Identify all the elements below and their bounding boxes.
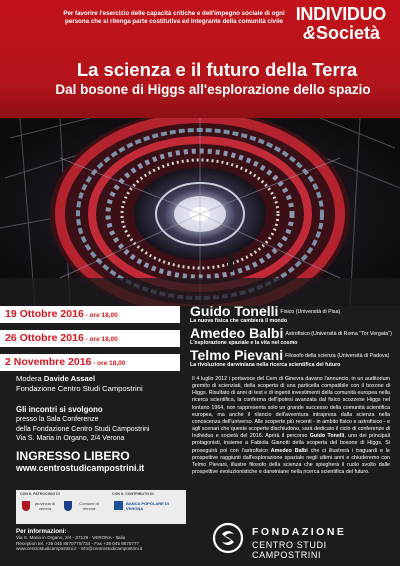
detector-illustration xyxy=(0,118,400,306)
event-time-1: - ore 18,00 xyxy=(83,312,118,319)
foundation-logo xyxy=(212,520,392,560)
speaker-name-2-text: Amedeo Balbi xyxy=(190,325,284,341)
logo-ampersand: & xyxy=(302,23,316,43)
sponsor-label-contributo: CON IL CONTRIBUTO DI xyxy=(112,492,154,496)
foundation-name-line1: FONDAZIONE xyxy=(252,526,347,538)
sponsor-logo-comune: Comune di Verona xyxy=(79,501,99,511)
venue-line-2: della Fondazione Centro Studi Campostrini xyxy=(16,425,150,433)
speaker-name-1 xyxy=(190,304,400,319)
provincia-crest-icon xyxy=(22,501,30,511)
venue-heading: Gli incontri si svolgono xyxy=(16,405,103,414)
speaker-topic-2: L'esplorazione spaziale e la vita nel cosmo xyxy=(190,340,298,347)
sponsor-label-patrocinio: CON IL PATROCINIO DI xyxy=(20,492,60,496)
event-date-2 xyxy=(0,330,180,347)
speaker-topic-1: La nuova fisica che cambierà il mondo xyxy=(190,318,288,325)
moderator-org: Fondazione Centro Studi Campostrini xyxy=(16,384,143,393)
speaker-affiliation-1: Fisico (Università di Pisa) xyxy=(280,309,341,316)
speaker-block-1 xyxy=(190,304,400,324)
foundation-name-line2: CENTRO STUDI CAMPOSTRINI xyxy=(252,540,327,560)
contact-info xyxy=(16,528,196,552)
article-text xyxy=(192,376,390,476)
contact-web-email[interactable]: www.centrostudicampostrini.it - info@centrostudicampostrini.it xyxy=(16,546,143,552)
individuo-societa-logo xyxy=(282,5,386,43)
article-bold-balbi: Amedeo Balbi xyxy=(270,447,308,454)
speaker-affiliation-2: Astrofisico (Università di Roma "Tor Vergata") xyxy=(285,331,392,338)
event-info xyxy=(16,374,186,474)
article-part-2: , uno dei principali protagonisti, insieme a Fabiola Gianotti della scoperta del bosone di Higgs. Si proseguirà poi con l'astrofisico xyxy=(192,433,390,454)
moderator-prefix: Modera xyxy=(16,374,44,383)
speaker-name-2 xyxy=(190,326,400,341)
logo-word-societa xyxy=(282,23,380,43)
venue-line-3: Via S. Maria in Organo, 2/4 Verona xyxy=(16,435,125,442)
speaker-affiliation-3: Filosofo della scienza (Università di Padova) xyxy=(285,353,390,360)
website-link[interactable]: www.centrostudicampostrini.it xyxy=(16,462,145,473)
event-date-1-text: 19 Ottobre 2016 xyxy=(5,308,84,320)
header-tagline: Per favorire l'esercizio delle capacità critiche e dell'impegno sociale di ogni persona che si ritenga parte costitutiva ed integrante della comunità civile xyxy=(63,10,285,25)
event-time-2: - ore 18,00 xyxy=(83,336,118,343)
event-date-1 xyxy=(0,306,180,323)
speaker-topic-3: La rivoluzione darwiniana nella ricerca scientifica del futuro xyxy=(190,362,341,369)
event-time-3: - ore 18,00 xyxy=(91,360,126,367)
speaker-block-3 xyxy=(190,348,400,368)
poster-subtitle: Dal bosone di Higgs all'esplorazione dello spazio xyxy=(55,82,371,97)
free-entry-label: INGRESSO LIBERO xyxy=(16,448,130,463)
article-bold-tonelli: Guido Tonelli xyxy=(309,433,345,440)
sponsor-strip xyxy=(16,490,186,524)
event-date-3 xyxy=(0,354,180,371)
speaker-name-3 xyxy=(190,348,400,363)
article-part-1: Il 4 luglio 2012 i portavoce del Cern di Ginevra davano l'annuncio, in un auditorium gremito di scienziati, della scoperta di una particella compatibile con il bosone di Higgs. Risultato di anni di test e di ingenti investimenti della comunità europea nella ricerca scientifica, la conferma dell'ipotesi avanzata dal fisico scozzese Higgs nel lontano 1964, non rappresenta solo un grande successo della comunità scientifica europea, ma anche il rilancio dell'avventura intrapresa dalla scienza nella conoscenza dell'universo. Alle scoperte più recenti - in ambito fisico e astrofisico - e agli scenari che queste scoperte dischiudono, sarà dedicato il ciclo di conferenze di Individuo e società del 2016. Aprirà il percorso xyxy=(192,376,390,440)
speaker-block-2 xyxy=(190,326,400,346)
event-date-3-text: 2 Novembre 2016 xyxy=(5,356,92,368)
particle-detector-image xyxy=(0,118,400,306)
speaker-name-3-text: Telmo Pievani xyxy=(190,347,284,363)
moderator-name: Davide Assael xyxy=(43,374,96,383)
event-date-2-text: 26 Ottobre 2016 xyxy=(5,332,84,344)
moderator-line xyxy=(16,374,186,384)
contact-heading: Per informazioni: xyxy=(16,528,67,535)
sponsor-logo-provincia: provincia di verona xyxy=(34,501,56,511)
comune-crest-icon xyxy=(64,501,72,511)
contact-phone: Reception tel. +39 045 8670770/734 - Fax +39 045 8670777 xyxy=(16,540,140,546)
foundation-emblem-icon xyxy=(212,522,244,554)
logo-societa-text: Società xyxy=(315,23,380,43)
banca-logo-icon xyxy=(114,501,123,510)
contact-address: Via S. Maria in Organo, 2/4 - 37129 - VERONA - Italia xyxy=(16,535,126,540)
logo-word-individuo: INDIVIDUO xyxy=(295,4,386,24)
events-list xyxy=(0,304,400,374)
sponsor-logo-banca: BANCA POPOLARE DI VERONA xyxy=(126,501,169,511)
article-part-3: che ci illustrerà i traguardi e le prospettive raggiunti dall'esplorazione spaziale negli ultimi anni e chiuderemo con Telmo Pievani, illustre filosofo della scienza che spiegherà il ruolo svolto dalle prospettive evoluzionistiche e darwiniane nella ricerca scientifica del futuro. xyxy=(192,447,390,476)
poster-title: La scienza e il futuro della Terra xyxy=(76,59,358,80)
speaker-name-1-text: Guido Tonelli xyxy=(190,303,279,319)
venue-line-1: presso la Sala Conferenze xyxy=(16,416,99,423)
